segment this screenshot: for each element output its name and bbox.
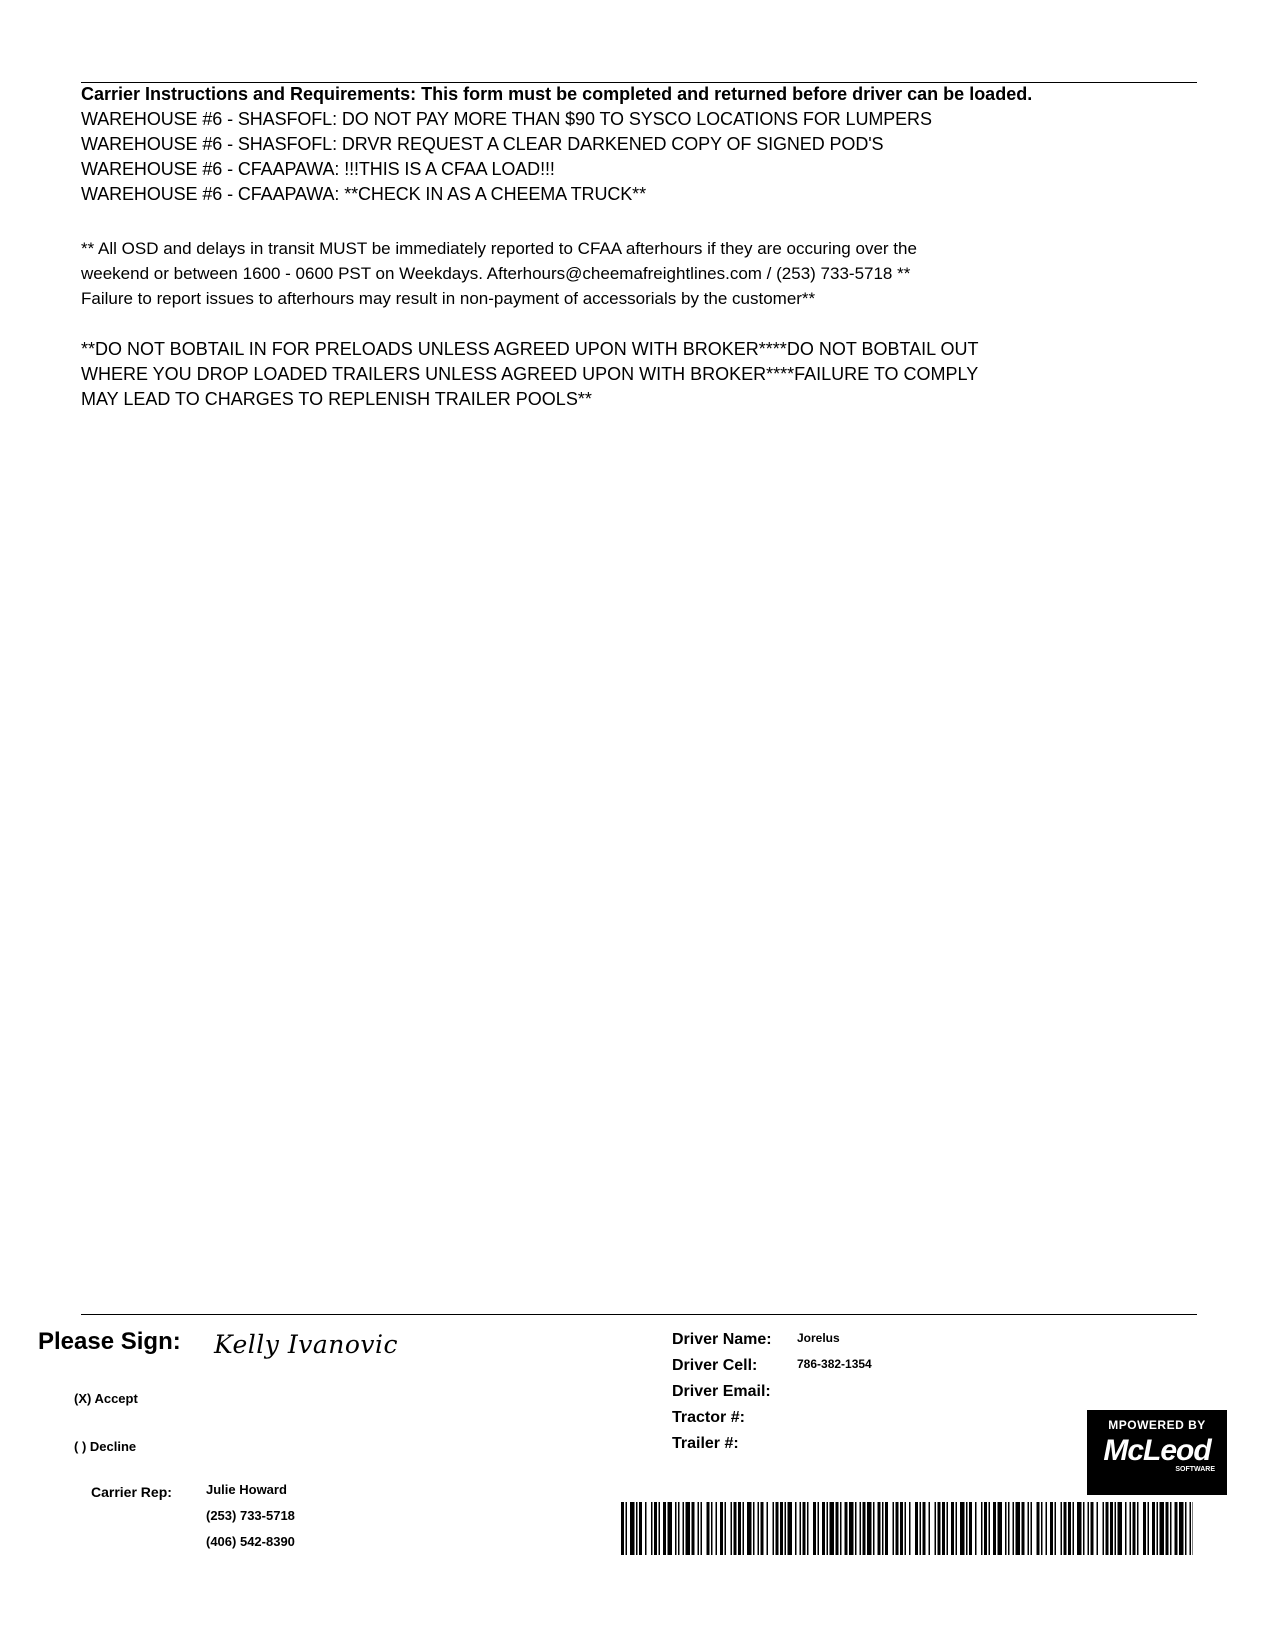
carrier-rep-name: Julie Howard bbox=[206, 1482, 287, 1497]
barcode-bar bbox=[707, 1502, 710, 1555]
barcode-bar bbox=[1073, 1502, 1075, 1555]
barcode-bar bbox=[896, 1502, 899, 1555]
barcode-bar bbox=[1008, 1502, 1010, 1555]
barcode-bar bbox=[929, 1502, 931, 1555]
barcode-bar bbox=[882, 1502, 884, 1555]
bobtail-line-1: **DO NOT BOBTAIL IN FOR PRELOADS UNLESS AGREED UPON WITH BROKER****DO NOT BOBTAIL OUT bbox=[81, 339, 979, 359]
barcode-bar bbox=[920, 1502, 922, 1555]
barcode-bar bbox=[800, 1502, 802, 1555]
barcode-bar bbox=[1013, 1502, 1015, 1555]
barcode-bar bbox=[1050, 1502, 1053, 1555]
barcode-bar bbox=[845, 1502, 848, 1555]
logo-sub-text: SOFTWARE bbox=[1175, 1466, 1215, 1473]
barcode-bar bbox=[626, 1502, 628, 1555]
barcode-bar bbox=[1046, 1502, 1048, 1555]
mcleod-logo bbox=[1087, 1410, 1227, 1495]
barcode-bar bbox=[654, 1502, 657, 1555]
barcode-bar bbox=[989, 1502, 991, 1555]
barcode-bar bbox=[683, 1502, 685, 1555]
barcode-bar bbox=[780, 1502, 783, 1555]
driver-name-label: Driver Name: bbox=[672, 1331, 772, 1348]
barcode-bar bbox=[1179, 1502, 1184, 1555]
barcode-bar bbox=[1160, 1502, 1165, 1555]
barcode-bar bbox=[1061, 1502, 1063, 1555]
barcode-bar bbox=[1106, 1502, 1109, 1555]
carrier-rep-phone-2: (406) 542-8390 bbox=[206, 1534, 295, 1549]
signature-rule bbox=[81, 1314, 1197, 1315]
driver-cell-label: Driver Cell: bbox=[672, 1357, 758, 1374]
barcode-bar bbox=[686, 1502, 691, 1555]
decline-option[interactable]: ( ) Decline bbox=[74, 1439, 137, 1454]
barcode-bar bbox=[1148, 1502, 1150, 1555]
barcode-bar bbox=[1133, 1502, 1136, 1555]
barcode-bar bbox=[915, 1502, 918, 1555]
barcode-bar bbox=[863, 1502, 866, 1555]
barcode-bar bbox=[1143, 1502, 1146, 1555]
barcode-bar bbox=[966, 1502, 968, 1555]
tractor-label: Tractor #: bbox=[672, 1409, 745, 1426]
osd-notice bbox=[81, 236, 917, 311]
barcode-bar bbox=[758, 1502, 760, 1555]
barcode-bar bbox=[645, 1502, 647, 1555]
barcode-bar bbox=[1193, 1502, 1194, 1555]
barcode-bar bbox=[731, 1502, 733, 1555]
barcode-bar bbox=[630, 1502, 635, 1555]
barcode-bar bbox=[942, 1502, 945, 1555]
barcode-bar bbox=[860, 1502, 862, 1555]
carrier-rep-label: Carrier Rep: bbox=[91, 1484, 172, 1500]
barcode-bar bbox=[1125, 1502, 1127, 1555]
barcode-bar bbox=[1166, 1502, 1169, 1555]
barcode-bar bbox=[1028, 1502, 1030, 1555]
barcode-bar bbox=[818, 1502, 820, 1555]
barcode-bar bbox=[725, 1502, 727, 1555]
barcode-bar bbox=[1152, 1502, 1155, 1555]
logo-top-text: MPOWERED BY bbox=[1108, 1418, 1206, 1432]
barcode-bar bbox=[849, 1502, 854, 1555]
barcode-bar bbox=[1130, 1502, 1132, 1555]
barcode-bar bbox=[909, 1502, 911, 1555]
barcode-bar bbox=[993, 1502, 996, 1555]
barcode-bar bbox=[1185, 1502, 1187, 1555]
osd-line-2: weekend or between 1600 - 0600 PST on Weekdays. Afterhours@cheemafreightlines.com / (253) 733-5718 ** bbox=[81, 264, 911, 283]
barcode-bar bbox=[885, 1502, 888, 1555]
barcode-bar bbox=[923, 1502, 926, 1555]
barcode-bar bbox=[795, 1502, 797, 1555]
barcode-bar bbox=[668, 1502, 673, 1555]
barcode-bar bbox=[893, 1502, 895, 1555]
barcode-bar bbox=[1068, 1502, 1071, 1555]
barcode-bar bbox=[1083, 1502, 1085, 1555]
barcode-bar bbox=[813, 1502, 816, 1555]
instruction-line-4: WAREHOUSE #6 - CFAAPAWA: **CHECK IN AS A CHEEMA TRUCK** bbox=[81, 184, 646, 204]
barcode-bar bbox=[785, 1502, 787, 1555]
instruction-line-3: WAREHOUSE #6 - CFAAPAWA: !!!THIS IS A CFAA LOAD!!! bbox=[81, 159, 555, 179]
barcode-bar bbox=[1137, 1502, 1139, 1555]
barcode-bar bbox=[947, 1502, 949, 1555]
barcode-bar bbox=[776, 1502, 779, 1555]
barcode-bar bbox=[639, 1502, 642, 1555]
barcode-bar bbox=[1077, 1502, 1082, 1555]
barcode-bar bbox=[951, 1502, 954, 1555]
barcode-bar bbox=[678, 1502, 680, 1555]
driver-email-label: Driver Email: bbox=[672, 1383, 771, 1400]
barcode-bar bbox=[692, 1502, 695, 1555]
barcode-bar bbox=[747, 1502, 752, 1555]
please-sign-label: Please Sign: bbox=[38, 1328, 181, 1355]
barcode-bar bbox=[840, 1502, 842, 1555]
barcode-bar bbox=[1005, 1502, 1007, 1555]
barcode-bar bbox=[753, 1502, 755, 1555]
barcode-bar bbox=[1115, 1502, 1117, 1555]
barcode-bar bbox=[984, 1502, 987, 1555]
barcode-bar bbox=[1175, 1502, 1178, 1555]
barcode-bar bbox=[975, 1502, 977, 1555]
instruction-line-1: WAREHOUSE #6 - SHASFOFL: DO NOT PAY MORE THAN $90 TO SYSCO LOCATIONS FOR LUMPERS bbox=[81, 109, 932, 129]
barcode-bar bbox=[998, 1502, 1003, 1555]
instructions-title: Carrier Instructions and Requirements: This form must be completed and returned before driver can be loaded. bbox=[81, 84, 1033, 104]
osd-line-1: ** All OSD and delays in transit MUST be immediately reported to CFAA afterhours if they are occuring over the bbox=[81, 239, 917, 258]
barcode-bar bbox=[836, 1502, 839, 1555]
carrier-rep-phone-1: (253) 733-5718 bbox=[206, 1508, 295, 1523]
barcode-bar bbox=[873, 1502, 875, 1555]
barcode-bar bbox=[1041, 1502, 1043, 1555]
barcode-bar bbox=[1022, 1502, 1025, 1555]
barcode-bar bbox=[1091, 1502, 1094, 1555]
barcode-bar bbox=[675, 1502, 677, 1555]
barcode-bar bbox=[698, 1502, 700, 1555]
barcode-bar bbox=[900, 1502, 903, 1555]
barcode-bar bbox=[956, 1502, 958, 1555]
barcode-bar bbox=[960, 1502, 965, 1555]
barcode-bar bbox=[1190, 1502, 1192, 1555]
barcode-bar bbox=[969, 1502, 972, 1555]
barcode-bar bbox=[720, 1502, 723, 1555]
trailer-label: Trailer #: bbox=[672, 1435, 739, 1452]
barcode-bar bbox=[807, 1502, 809, 1555]
barcode-bar bbox=[1157, 1502, 1159, 1555]
barcode-bar bbox=[935, 1502, 937, 1555]
barcode-bar bbox=[981, 1502, 983, 1555]
barcode-bar bbox=[938, 1502, 941, 1555]
barcode-bar bbox=[1055, 1502, 1057, 1555]
barcode-bar bbox=[1118, 1502, 1123, 1555]
barcode-bar bbox=[773, 1502, 775, 1555]
barcode-bar bbox=[1088, 1502, 1090, 1555]
barcode-bar bbox=[663, 1502, 666, 1555]
barcode-bar bbox=[711, 1502, 713, 1555]
barcode-bar bbox=[734, 1502, 737, 1555]
barcode-bar bbox=[743, 1502, 745, 1555]
barcode-bar bbox=[701, 1502, 703, 1555]
barcode-bar bbox=[621, 1502, 624, 1555]
barcode-bar bbox=[1031, 1502, 1033, 1555]
top-rule bbox=[81, 82, 1197, 83]
barcode-bar bbox=[822, 1502, 825, 1555]
barcode-bar bbox=[1064, 1502, 1067, 1555]
barcode-bar bbox=[788, 1502, 793, 1555]
barcode-bar bbox=[636, 1502, 638, 1555]
bobtail-notice bbox=[81, 337, 979, 412]
accept-option[interactable]: (X) Accept bbox=[74, 1391, 138, 1406]
barcode-bar bbox=[767, 1502, 769, 1555]
logo-main-text: McLeod bbox=[1103, 1434, 1211, 1467]
instruction-line-2: WAREHOUSE #6 - SHASFOFL: DRVR REQUEST A CLEAR DARKENED COPY OF SIGNED POD'S bbox=[81, 134, 884, 154]
barcode-bar bbox=[716, 1502, 718, 1555]
barcode-bar bbox=[651, 1502, 653, 1555]
barcode-bar bbox=[1097, 1502, 1099, 1555]
barcode-bar bbox=[1103, 1502, 1105, 1555]
driver-cell-value: 786-382-1354 bbox=[797, 1357, 872, 1371]
barcode-bar bbox=[1037, 1502, 1040, 1555]
barcode-bar bbox=[1016, 1502, 1021, 1555]
barcode-bar bbox=[738, 1502, 741, 1555]
barcode-bar bbox=[659, 1502, 661, 1555]
osd-line-3: Failure to report issues to afterhours may result in non-payment of accessorials by the customer** bbox=[81, 289, 816, 308]
barcode-bar bbox=[867, 1502, 872, 1555]
barcode-bar bbox=[803, 1502, 806, 1555]
bobtail-line-3: MAY LEAD TO CHARGES TO REPLENISH TRAILER POOLS** bbox=[81, 389, 592, 409]
barcode-bar bbox=[855, 1502, 857, 1555]
driver-name-value: Jorelus bbox=[797, 1331, 840, 1345]
bobtail-line-2: WHERE YOU DROP LOADED TRAILERS UNLESS AGREED UPON WITH BROKER****FAILURE TO COMPLY bbox=[81, 364, 979, 384]
signature[interactable]: Kelly Ivanovic bbox=[214, 1330, 399, 1359]
barcode-bar bbox=[761, 1502, 764, 1555]
barcode-bar bbox=[905, 1502, 907, 1555]
barcode-bar bbox=[1170, 1502, 1172, 1555]
barcode-bar bbox=[1110, 1502, 1113, 1555]
barcode-bar bbox=[878, 1502, 881, 1555]
barcode bbox=[621, 1502, 1193, 1555]
barcode-bar bbox=[827, 1502, 829, 1555]
barcode-bar bbox=[830, 1502, 835, 1555]
